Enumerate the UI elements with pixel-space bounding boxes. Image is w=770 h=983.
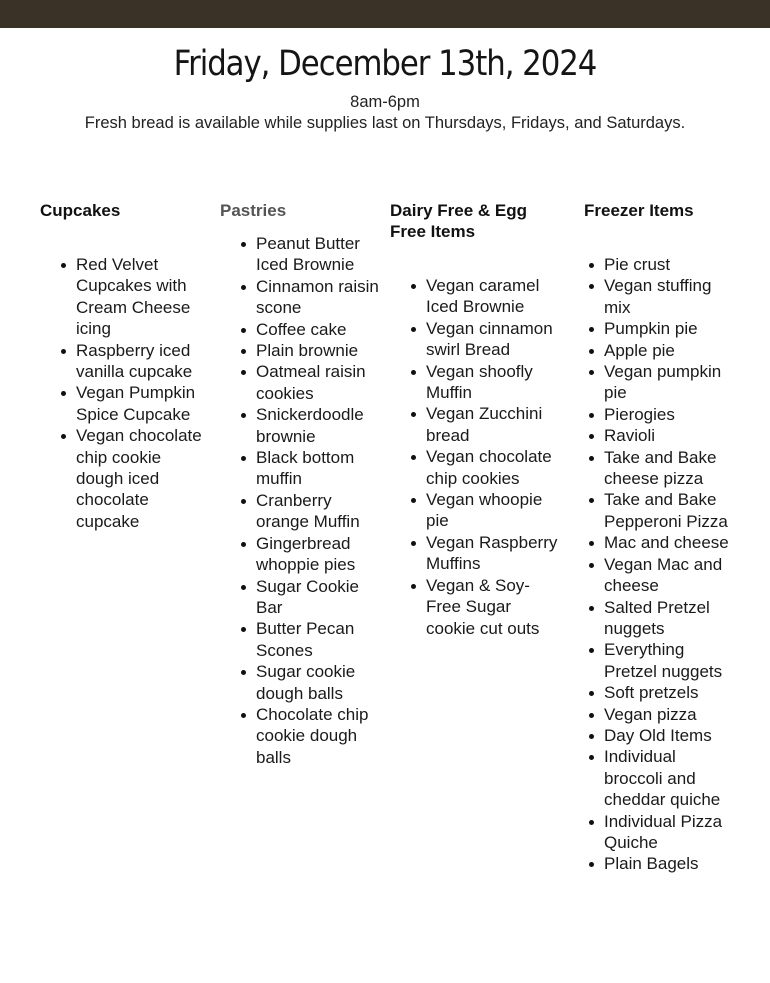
- list-item: Plain Bagels: [568, 853, 738, 874]
- page-title: Friday, December 13th, 2024: [173, 44, 597, 84]
- list-item: Salted Pretzel nuggets: [568, 597, 738, 640]
- list-item: Take and Bake cheese pizza: [568, 447, 738, 490]
- list-item: Pierogies: [568, 404, 738, 425]
- list-item: Ravioli: [568, 425, 738, 446]
- list-item: Individual Pizza Quiche: [568, 811, 738, 854]
- list-item: Butter Pecan Scones: [220, 618, 380, 661]
- list-item: Black bottom muffin: [220, 447, 380, 490]
- list-item: Vegan chocolate chip cookies: [390, 446, 558, 489]
- list-item: Day Old Items: [568, 725, 738, 746]
- list-item: Vegan Zucchini bread: [390, 403, 558, 446]
- list-item: Sugar cookie dough balls: [220, 661, 380, 704]
- list-item: Peanut Butter Iced Brownie: [220, 233, 380, 276]
- list-item: Take and Bake Pepperoni Pizza: [568, 489, 738, 532]
- column-heading: Pastries: [220, 201, 287, 220]
- list-item: Vegan caramel Iced Brownie: [390, 275, 558, 318]
- column-heading: Dairy Free & Egg Free Items: [390, 201, 527, 241]
- list-item: Oatmeal raisin cookies: [220, 361, 380, 404]
- list-item: Snickerdoodle brownie: [220, 404, 380, 447]
- list-item: Gingerbread whoppie pies: [220, 533, 380, 576]
- list-item: Vegan & Soy-Free Sugar cookie cut outs: [390, 575, 558, 639]
- store-hours: 8am-6pm: [350, 93, 420, 111]
- column-cupcakes: [40, 200, 212, 532]
- item-list: [568, 254, 738, 875]
- list-item: Cinnamon raisin scone: [220, 276, 380, 319]
- list-item: Chocolate chip cookie dough balls: [220, 704, 380, 768]
- item-list: [40, 254, 212, 532]
- list-item: Sugar Cookie Bar: [220, 576, 380, 619]
- list-item: Red Velvet Cupcakes with Cream Cheese icing: [40, 254, 212, 340]
- list-item: Coffee cake: [220, 319, 380, 340]
- list-item: Pie crust: [568, 254, 738, 275]
- item-list: [390, 275, 558, 639]
- column-pastries: [220, 200, 380, 768]
- list-item: Cranberry orange Muffin: [220, 490, 380, 533]
- list-item: Vegan chocolate chip cookie dough iced chocolate cupcake: [40, 425, 212, 532]
- list-item: Vegan Raspberry Muffins: [390, 532, 558, 575]
- list-item: Vegan stuffing mix: [568, 275, 738, 318]
- list-item: Pumpkin pie: [568, 318, 738, 339]
- list-item: Vegan pizza: [568, 704, 738, 725]
- list-item: Apple pie: [568, 340, 738, 361]
- column-freezer-items: [568, 200, 738, 875]
- item-list: [220, 233, 380, 768]
- list-item: Vegan shoofly Muffin: [390, 361, 558, 404]
- column-heading: Cupcakes: [40, 201, 121, 220]
- bread-availability-note: Fresh bread is available while supplies last on Thursdays, Fridays, and Saturdays.: [84, 114, 686, 132]
- top-bar: [0, 0, 770, 28]
- list-item: Everything Pretzel nuggets: [568, 639, 738, 682]
- column-dairy-free-egg-free: [390, 200, 558, 639]
- list-item: Soft pretzels: [568, 682, 738, 703]
- list-item: Vegan whoopie pie: [390, 489, 558, 532]
- list-item: Raspberry iced vanilla cupcake: [40, 340, 212, 383]
- list-item: Vegan Pumpkin Spice Cupcake: [40, 382, 212, 425]
- list-item: Individual broccoli and cheddar quiche: [568, 746, 738, 810]
- list-item: Vegan cinnamon swirl Bread: [390, 318, 558, 361]
- list-item: Vegan Mac and cheese: [568, 554, 738, 597]
- list-item: Mac and cheese: [568, 532, 738, 553]
- list-item: Plain brownie: [220, 340, 380, 361]
- column-heading: Freezer Items: [584, 201, 694, 220]
- list-item: Vegan pumpkin pie: [568, 361, 738, 404]
